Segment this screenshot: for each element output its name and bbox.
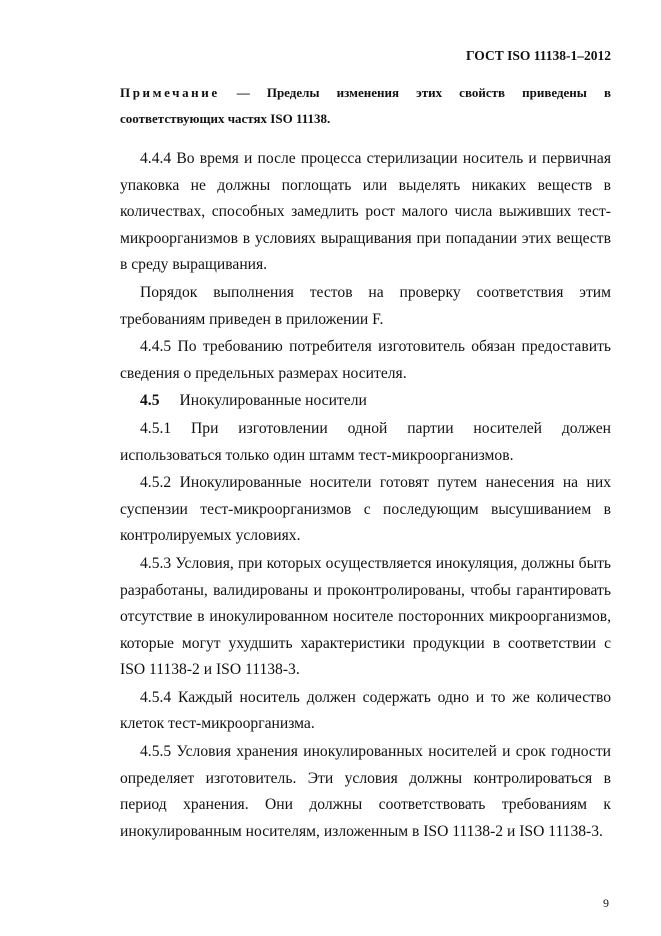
paragraph-procedure: Порядок выполнения тестов на проверку соответствия этим требованиям приведен в приложении F. — [120, 283, 611, 328]
paragraph-4-5-5: 4.5.5 Условия хранения инокулированных носителей и срок годности определяет изготовитель. Эти условия должны контролироваться в период хранения. Они должны соответствовать требованиям к инокулированным носителям, изложенным в ISO 11138-2 и ISO 11138-3. — [120, 743, 611, 840]
paragraph-4-5-4: 4.5.4 Каждый носитель должен содержать одно и то же количество клеток тест-микроорганизма. — [120, 688, 611, 733]
paragraph-4-4-4: 4.4.4 Во время и после процесса стерилизации носитель и первичная упаковка не должны поглощать или выделять никаких веществ в количествах, способных замедлить рост малого числа выживших тест-микроорганизмов в условиях выращивания при попадании этих веществ в среду выращивания. — [120, 150, 611, 274]
paragraph-4-5-2: 4.5.2 Инокулированные носители готовят путем нанесения на них суспензии тест-микроорганизмов с последующим высушиванием в контролируемых условиях. — [120, 474, 611, 545]
paragraph-4-5-3: 4.5.3 Условия, при которых осуществляется инокуляция, должны быть разработаны, валидированы и проконтролированы, чтобы гарантировать отсутствие в инокулированном носителе посторонних микроорганизмов, которые могут ухудшить характеристики продукции в соответствии с ISO 11138-2 и ISO 11138-3. — [120, 554, 611, 679]
note-text: Пределы изменения этих свойств приведены в соответствующих частях ISO 11138. — [120, 85, 612, 126]
page-number: 9 — [603, 896, 609, 910]
section-title: Инокулированные носители — [179, 392, 367, 410]
paragraph-4-5-1: 4.5.1 При изготовлении одной партии носителей должен использоваться только один штамм тест-микроорганизмов. — [120, 419, 611, 464]
document-body — [120, 146, 611, 845]
section-heading-4-5 — [120, 388, 611, 415]
note-label: Примечание — [120, 85, 220, 100]
paragraph-4-4-5: 4.4.5 По требованию потребителя изготовитель обязан предоставить сведения о предельных размерах носителя. — [120, 338, 611, 382]
note-dash: — — [236, 85, 250, 100]
section-number: 4.5 — [140, 392, 160, 410]
document-header: ГОСТ ISO 11138-1–2012 — [466, 48, 611, 63]
note-block — [120, 80, 611, 132]
